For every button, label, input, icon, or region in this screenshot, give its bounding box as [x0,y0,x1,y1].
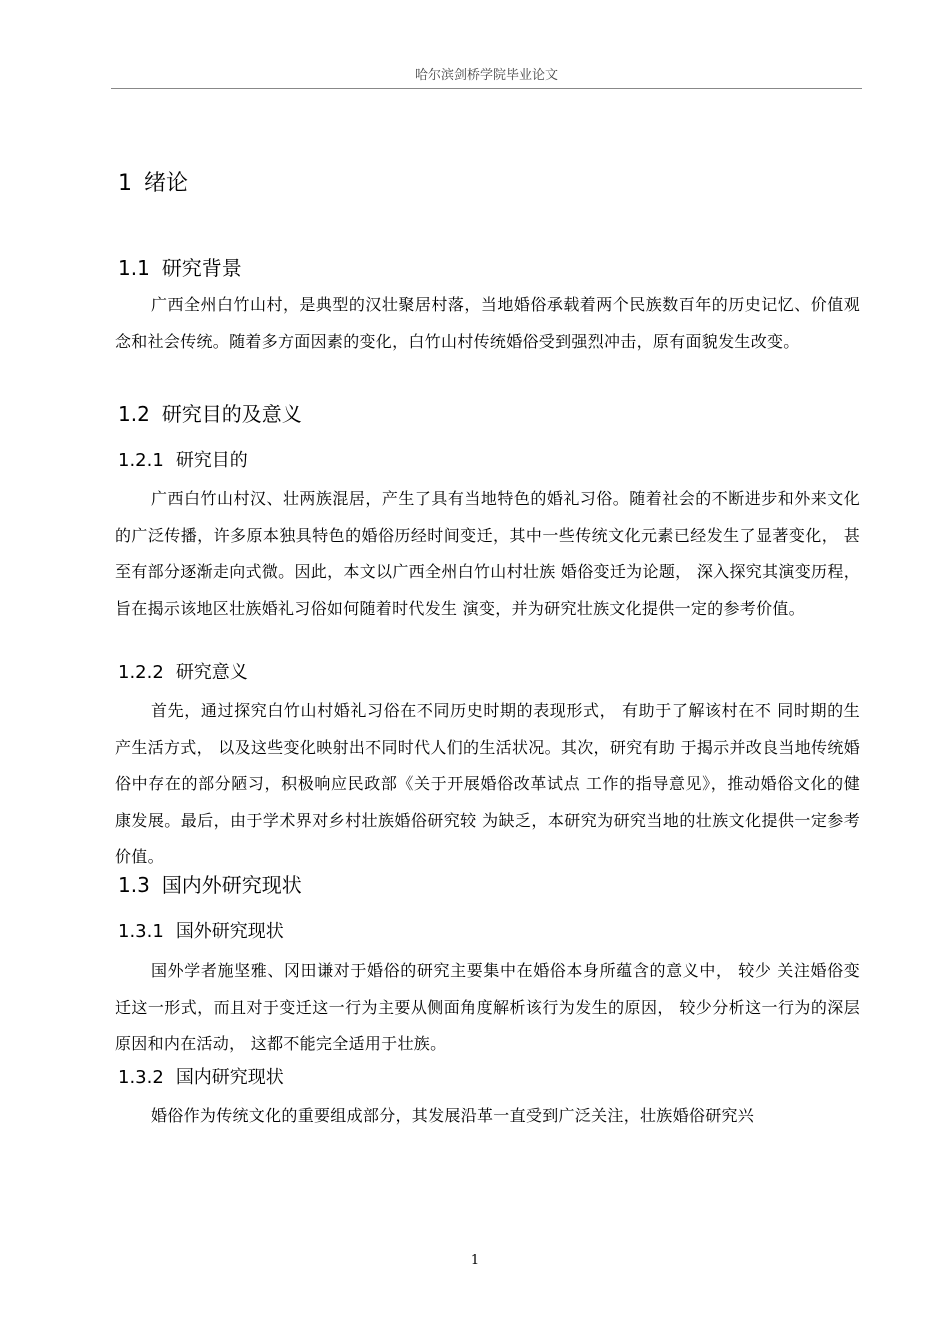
section-heading-1-1 [118,252,242,281]
header-divider [111,88,862,89]
subsection-title: 研究目的 [175,450,248,471]
subsection-title: 国外研究现状 [175,921,284,942]
subsection-title: 研究意义 [175,662,248,683]
paragraph-significance: 首先，通过探究白竹山村婚礼习俗在不同历史时期的表现形式， 有助于了解该村在不 同时期的生产生活方式， 以及这些变化映射出不同时代人们的生活状况。其次，研究有助 于揭示并改良当地传统婚俗中存在的部分陋习，积极响应民政部《关于开展婚俗改革试点 工作的指导意见》，推动婚俗文化的健康发展。最后，由于学术界对乡村壮族婚俗研究较 为缺乏，本研究为研究当地的壮族文化提供一定参考价值。 [115,701,860,866]
paragraph-purpose: 广西白竹山村汉、壮两族混居，产生了具有当地特色的婚礼习俗。随着社会的不断进步和外来文化的广泛传播，许多原本独具特色的婚俗历经时间变迁，其中一些传统文化元素已经发生了显著变化， 甚至有部分逐渐走向式微。因此，本文以广西全州白竹山村壮族 婚俗变迁为论题， 深入探究其演变历程，旨在揭示该地区壮族婚礼习俗如何随着时代发生 演变，并为研究壮族文化提供一定的参考价值。 [115,489,860,618]
subsection-number: 1.3.1 [118,921,164,942]
chapter-heading [118,166,188,197]
subsection-title: 国内研究现状 [175,1067,284,1088]
subsection-heading-1-2-2 [118,658,248,684]
page-number: 1 [470,1253,480,1268]
section-title: 国内外研究现状 [161,873,302,897]
section-heading-1-3 [118,869,302,898]
subsection-number: 1.2.1 [118,450,164,471]
subsection-heading-1-2-1 [118,446,248,472]
section-title: 研究目的及意义 [161,402,302,426]
subsection-number: 1.2.2 [118,662,164,683]
section-number: 1.1 [118,256,150,280]
chapter-title: 绪论 [144,171,189,196]
section-title: 研究背景 [161,256,242,280]
subsection-heading-1-3-1 [118,917,284,943]
paragraph-foreign-research: 国外学者施坚雅、冈田谦对于婚俗的研究主要集中在婚俗本身所蕴含的意义中， 较少 关注婚俗变迁这一形式，而且对于变迁这一行为主要从侧面角度解析该行为发生的原因， 较少分析这一行为的深层原因和内在活动， 这都不能完全适用于壮族。 [115,961,860,1053]
subsection-heading-1-3-2 [118,1063,284,1089]
subsection-number: 1.3.2 [118,1067,164,1088]
section-heading-1-2 [118,398,302,427]
section-number: 1.3 [118,873,150,897]
chapter-number: 1 [118,171,132,196]
paragraph-background: 广西全州白竹山村，是典型的汉壮聚居村落，当地婚俗承载着两个民族数百年的历史记忆、价值观念和社会传统。随着多方面因素的变化，白竹山村传统婚俗受到强烈冲击，原有面貌发生改变。 [115,295,860,351]
paragraph-domestic-research: 婚俗作为传统文化的重要组成部分，其发展沿革一直受到广泛关注，壮族婚俗研究兴 [151,1106,755,1125]
running-header: 哈尔滨剑桥学院毕业论文 [414,68,558,83]
section-number: 1.2 [118,402,150,426]
